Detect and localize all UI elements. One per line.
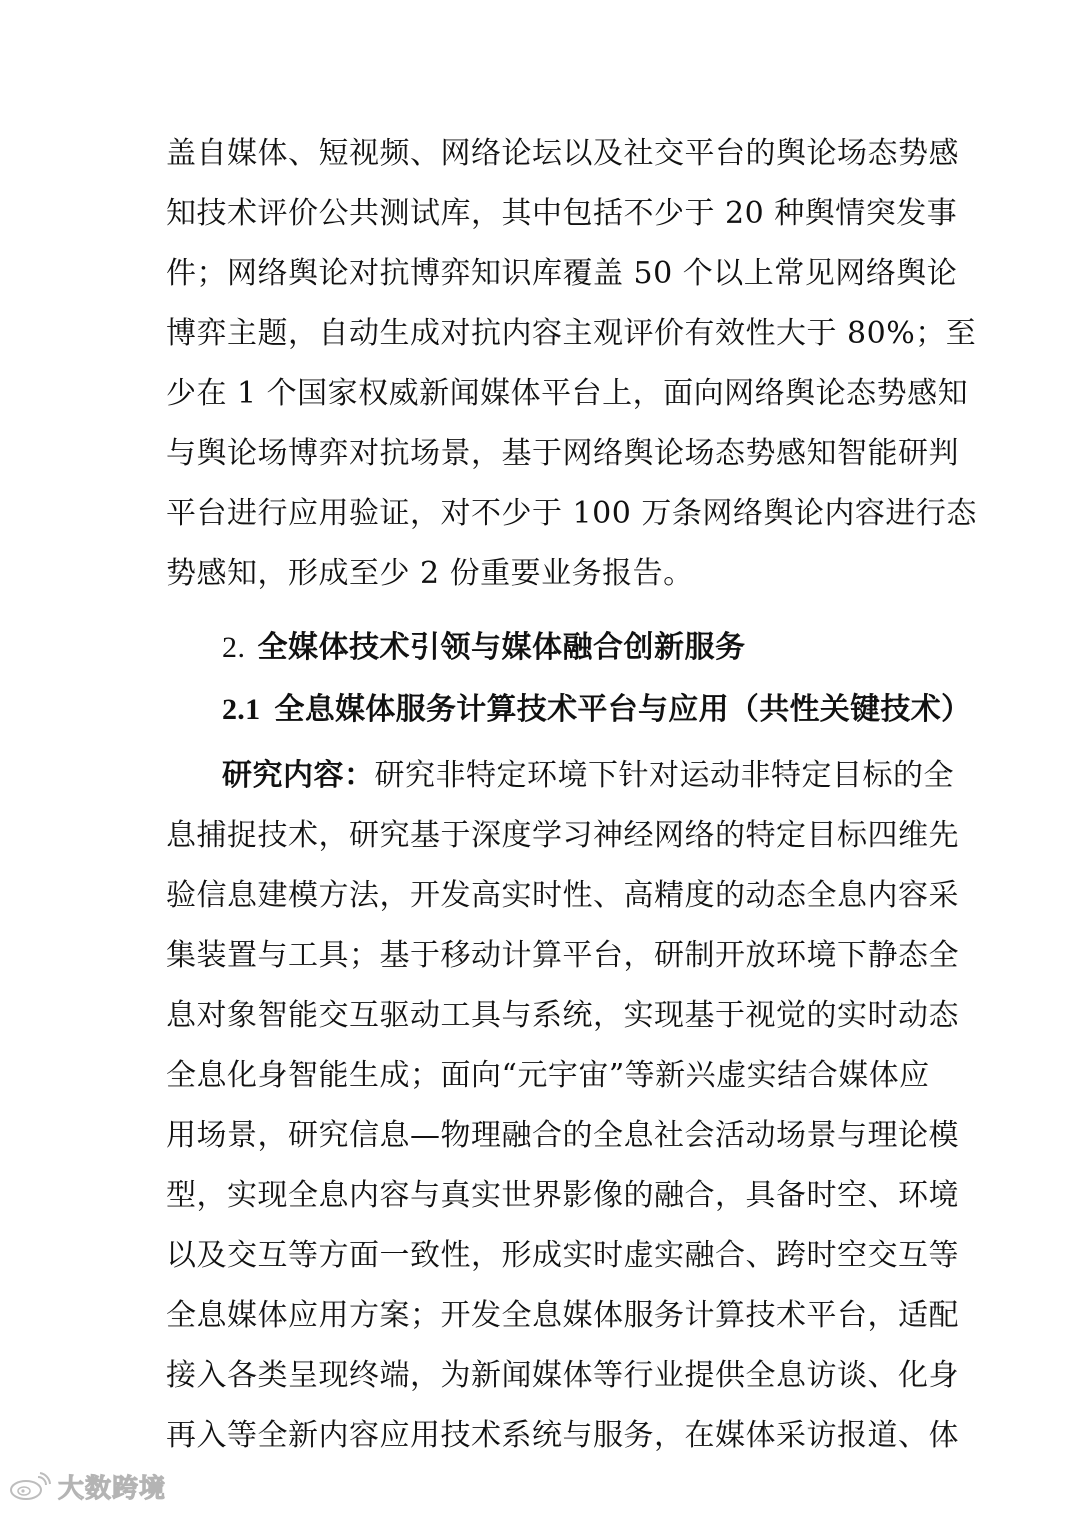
paragraph-line: 以及交互等方面一致性，形成实时虚实融合、跨时空交互等 xyxy=(166,1238,959,1273)
paragraph-line: 型，实现全息内容与真实世界影像的融合，具备时空、环境 xyxy=(166,1178,959,1213)
paragraph-line-text: 研究非特定环境下针对运动非特定目标的全 xyxy=(374,758,954,793)
section-title: 全媒体技术引领与媒体融合创新服务 xyxy=(257,630,746,665)
paragraph-line: 盖自媒体、短视频、网络论坛以及社交平台的舆论场态势感 xyxy=(166,136,959,171)
paragraph-line: 全息化身智能生成；面向“元宇宙”等新兴虚实结合媒体应 xyxy=(166,1058,930,1093)
research-content-label: 研究内容： xyxy=(222,758,375,793)
paragraph-line: 平台进行应用验证，对不少于 100 万条网络舆论内容进行态 xyxy=(166,496,977,531)
paragraph-first-line xyxy=(166,746,954,806)
paragraph-line: 集装置与工具；基于移动计算平台，研制开放环境下静态全 xyxy=(166,938,959,973)
paragraph-line: 息捕捉技术，研究基于深度学习神经网络的特定目标四维先 xyxy=(166,818,959,853)
watermark-text: 大数跨境 xyxy=(58,1473,167,1504)
subsection-number: 2.1 xyxy=(222,693,261,726)
paragraph-line: 少在 1 个国家权威新闻媒体平台上，面向网络舆论态势感知 xyxy=(166,376,969,411)
paragraph-line: 用场景，研究信息—物理融合的全息社会活动场景与理论模 xyxy=(166,1118,959,1153)
subsection-heading-2-1 xyxy=(222,680,971,740)
paragraph-1 xyxy=(166,124,977,604)
section-number: 2. xyxy=(222,631,246,664)
weibo-logo-icon xyxy=(8,1471,52,1501)
paragraph-2 xyxy=(166,746,959,1466)
section-heading-2 xyxy=(222,620,746,676)
paragraph-line: 势感知，形成至少 2 份重要业务报告。 xyxy=(166,556,694,591)
paragraph-line: 与舆论场博弈对抗场景，基于网络舆论场态势感知智能研判 xyxy=(166,436,959,471)
subsection-title: 全息媒体服务计算技术平台与应用（共性关键技术） xyxy=(274,692,972,727)
paragraph-line: 接入各类呈现终端，为新闻媒体等行业提供全息访谈、化身 xyxy=(166,1358,959,1393)
paragraph-line: 全息媒体应用方案；开发全息媒体服务计算技术平台，适配 xyxy=(166,1298,959,1333)
paragraph-line: 息对象智能交互驱动工具与系统，实现基于视觉的实时动态 xyxy=(166,998,959,1033)
paragraph-line: 再入等全新内容应用技术系统与服务，在媒体采访报道、体 xyxy=(166,1418,959,1453)
paragraph-line: 件；网络舆论对抗博弈知识库覆盖 50 个以上常见网络舆论 xyxy=(166,256,958,291)
paragraph-line: 博弈主题，自动生成对抗内容主观评价有效性大于 80%；至 xyxy=(166,316,977,351)
watermark xyxy=(8,1466,166,1506)
paragraph-line: 知技术评价公共测试库，其中包括不少于 20 种舆情突发事 xyxy=(166,196,958,231)
paragraph-line: 验信息建模方法，开发高实时性、高精度的动态全息内容采 xyxy=(166,878,959,913)
